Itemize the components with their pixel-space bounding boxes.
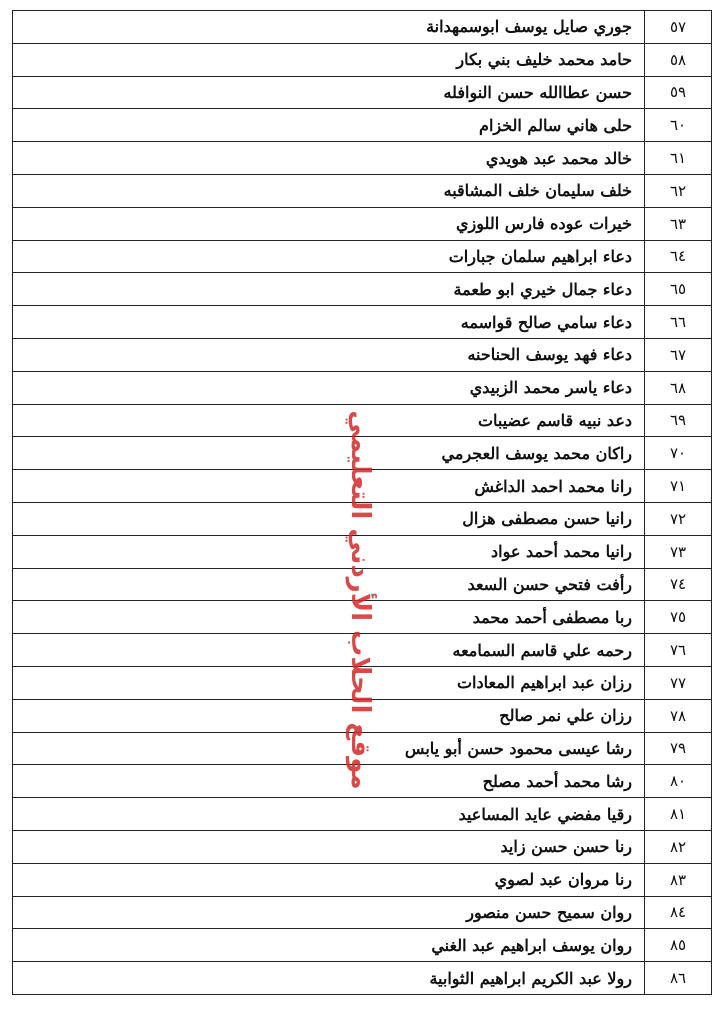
student-name: رحمه علي قاسم السمامعه (13, 634, 645, 667)
table-row (13, 207, 712, 240)
student-name: ربا مصطفى أحمد محمد (13, 601, 645, 634)
student-name: حسن عطاالله حسن النوافله (13, 76, 645, 109)
student-name: رشا عيسى محمود حسن أبو يابس (13, 732, 645, 765)
row-number: ٦٢ (645, 174, 712, 207)
student-name: رشا محمد أحمد مصلح (13, 765, 645, 798)
table-row (13, 240, 712, 273)
row-number: ٧٠ (645, 437, 712, 470)
student-name: رقيا مفضي عايد المساعيد (13, 798, 645, 831)
student-name: رأفت فتحي حسن السعد (13, 568, 645, 601)
student-name: رنا حسن حسن زايد (13, 830, 645, 863)
row-number: ٨٠ (645, 765, 712, 798)
row-number: ٦٨ (645, 371, 712, 404)
row-number: ٧٤ (645, 568, 712, 601)
table-row (13, 273, 712, 306)
student-name: حلى هاني سالم الخزام (13, 109, 645, 142)
table-row (13, 962, 712, 995)
table-row (13, 11, 712, 44)
row-number: ٧٧ (645, 666, 712, 699)
row-number: ٧١ (645, 470, 712, 503)
student-name: دعد نبيه قاسم عضيبات (13, 404, 645, 437)
table-row (13, 142, 712, 175)
row-number: ٨٥ (645, 929, 712, 962)
student-name: خالد محمد عبد هويدي (13, 142, 645, 175)
table-row (13, 830, 712, 863)
student-name: جوري صايل يوسف ابوسمهدانة (13, 11, 645, 44)
row-number: ٧٣ (645, 535, 712, 568)
table-row (13, 896, 712, 929)
student-name: دعاء جمال خيري ابو طعمة (13, 273, 645, 306)
row-number: ٧٥ (645, 601, 712, 634)
student-name: روان يوسف ابراهيم عبد الغني (13, 929, 645, 962)
table-row (13, 306, 712, 339)
row-number: ٦١ (645, 142, 712, 175)
row-number: ٧٨ (645, 699, 712, 732)
row-number: ٨١ (645, 798, 712, 831)
student-name: روان سميح حسن منصور (13, 896, 645, 929)
row-number: ٨٤ (645, 896, 712, 929)
table-row (13, 76, 712, 109)
table-row (13, 338, 712, 371)
table-row (13, 798, 712, 831)
student-name: خيرات عوده فارس اللوزي (13, 207, 645, 240)
row-number: ٦٠ (645, 109, 712, 142)
row-number: ٦٦ (645, 306, 712, 339)
row-number: ٦٥ (645, 273, 712, 306)
student-name: رانيا محمد أحمد عواد (13, 535, 645, 568)
row-number: ٦٤ (645, 240, 712, 273)
row-number: ٦٧ (645, 338, 712, 371)
row-number: ٥٩ (645, 76, 712, 109)
student-name: رانيا حسن مصطفى هزال (13, 502, 645, 535)
watermark-text: موقع الحلاب الأردني التعليمي (345, 410, 375, 790)
student-name: رانا محمد احمد الداغش (13, 470, 645, 503)
student-name: دعاء فهد يوسف الحناحنه (13, 338, 645, 371)
row-number: ٧٢ (645, 502, 712, 535)
student-name: رنا مروان عبد لصوي (13, 863, 645, 896)
student-name: دعاء ابراهيم سلمان جبارات (13, 240, 645, 273)
row-number: ٦٣ (645, 207, 712, 240)
row-number: ٧٩ (645, 732, 712, 765)
student-name: رزان علي نمر صالح (13, 699, 645, 732)
table-row (13, 929, 712, 962)
student-name: راكان محمد يوسف العجرمي (13, 437, 645, 470)
table-row (13, 863, 712, 896)
student-name: خلف سليمان خلف المشاقبه (13, 174, 645, 207)
student-name: دعاء ياسر محمد الزبيدي (13, 371, 645, 404)
table-row (13, 174, 712, 207)
row-number: ٦٩ (645, 404, 712, 437)
row-number: ٥٧ (645, 11, 712, 44)
student-name: رزان عبد ابراهيم المعادات (13, 666, 645, 699)
student-name: حامد محمد خليف بني بكار (13, 43, 645, 76)
row-number: ٨٣ (645, 863, 712, 896)
row-number: ٥٨ (645, 43, 712, 76)
row-number: ٧٦ (645, 634, 712, 667)
table-row (13, 43, 712, 76)
table-row (13, 371, 712, 404)
student-name: رولا عبد الكريم ابراهيم الثوابية (13, 962, 645, 995)
student-name: دعاء سامي صالح قواسمه (13, 306, 645, 339)
row-number: ٨٦ (645, 962, 712, 995)
row-number: ٨٢ (645, 830, 712, 863)
table-row (13, 109, 712, 142)
